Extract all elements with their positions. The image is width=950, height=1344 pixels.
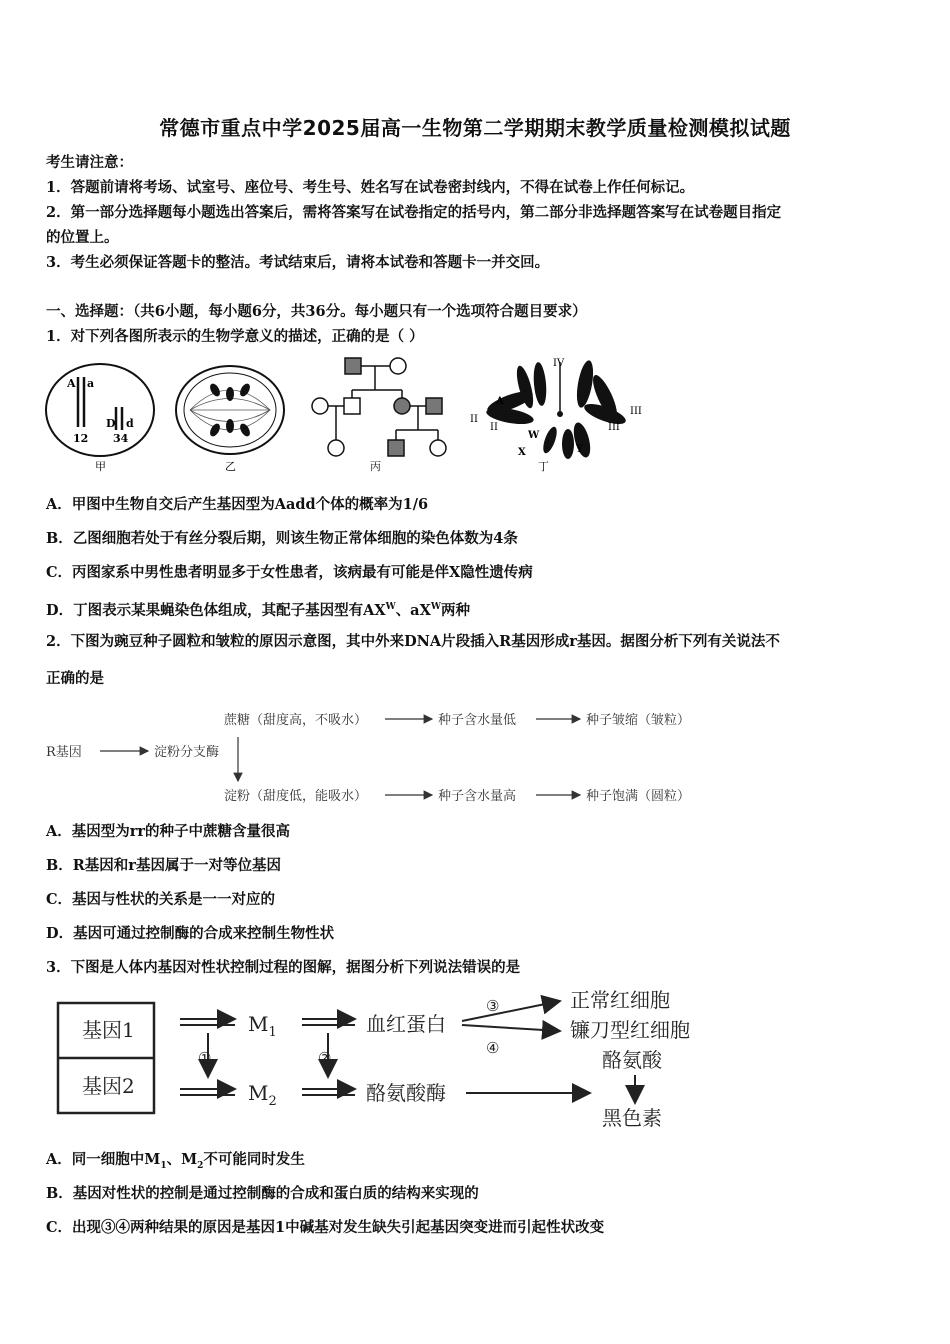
q1-option-d [46, 597, 906, 621]
fig-label-jia: 甲 [95, 460, 106, 473]
q2-option-c: C．基因与性状的关系是一一对应的 [46, 891, 276, 908]
q3-hemoglobin: 血红蛋白 [366, 1012, 446, 1036]
q2-diagram [40, 705, 720, 810]
ding-label-IV: IV [553, 358, 565, 369]
q3-sickle-rbc: 镰刀型红细胞 [570, 1018, 690, 1042]
jia-label-12: 12 [73, 432, 89, 445]
notice-heading: 考生请注意： [46, 154, 133, 171]
fig-label-bing: 丙 [370, 460, 381, 473]
jia-label-A: A [67, 377, 76, 390]
notice-item-1: 1．答题前请将考场、试室号、座位号、考生号、姓名写在试卷密封线内，不得在试卷上作任何标记。 [46, 179, 695, 196]
ding-label-a: a [533, 409, 539, 419]
ding-label-II-2: II [490, 422, 498, 433]
ding-label-III-1: III [630, 406, 642, 417]
fig-bing [312, 358, 446, 473]
q3-option-b: B．基因对性状的控制是通过控制酶的合成和蛋白质的结构来实现的 [46, 1185, 479, 1202]
q2-sucrose: 蔗糖（甜度高，不吸水） [224, 713, 368, 728]
q1-option-c: C．丙图家系中男性患者明显多于女性患者，该病最有可能是伴X隐性遗传病 [46, 564, 533, 581]
q3-tyrosine: 酪氨酸 [602, 1048, 662, 1072]
fig-label-ding: 丁 [538, 460, 549, 473]
q3-diagram [50, 985, 720, 1135]
q2-option-b: B．R基因和r基因属于一对等位基因 [46, 857, 281, 874]
q3-tyrosinase: 酪氨酸酶 [366, 1081, 446, 1105]
q1-stem: 1．对下列各图所表示的生物学意义的描述，正确的是（ ） [46, 328, 424, 345]
q1-option-d-sup1: W [385, 602, 396, 612]
q2-round: 种子饱满（圆粒） [586, 789, 691, 804]
notice-item-2: 2．第一部分选择题每小题选出答案后，需将答案写在试卷指定的括号内，第二部分非选择题答案写在试卷题目指定 [46, 204, 782, 221]
q1-option-b: B．乙图细胞若处于有丝分裂后期，则该生物正常体细胞的染色体数为4条 [46, 530, 518, 547]
q3-option-a-sub1: 1 [160, 1160, 167, 1171]
q3-m2-sub: 2 [268, 1094, 277, 1109]
q1-option-d-prefix: D．丁图表示某果蝇染色体组成，其配子基因型有AX [46, 601, 386, 619]
q3-circle3: ③ [486, 997, 500, 1015]
q3-m1-sub: 1 [268, 1025, 277, 1040]
ding-label-X: X [518, 447, 526, 458]
ding-label-Y: Y [576, 444, 584, 455]
fig-jia [46, 364, 154, 473]
fig-yi [176, 366, 284, 473]
notice-item-3: 3．考生必须保证答题卡的整洁。考试结束后，请将本试卷和答题卡一并交回。 [46, 254, 550, 271]
q2-enzyme: 淀粉分支酶 [154, 745, 220, 760]
q2-option-a: A．基因型为rr的种子中蔗糖含量很高 [46, 823, 291, 840]
q3-gene2: 基因2 [82, 1074, 135, 1098]
q1-figures [40, 352, 660, 477]
q3-option-a [46, 1150, 906, 1176]
q3-circle1: ① [198, 1049, 212, 1067]
jia-label-34: 34 [113, 432, 129, 445]
q3-melanin: 黑色素 [602, 1106, 662, 1130]
q3-option-a-mid: 、M [166, 1151, 198, 1168]
q3-m1 [248, 1012, 277, 1040]
q2-high-water: 种子含水量高 [438, 789, 517, 804]
notice-item-2-cont: 的位置上。 [46, 229, 119, 246]
q3-m2-letter: M [248, 1081, 269, 1105]
jia-label-a: a [87, 377, 95, 390]
ding-label-III-2: III [608, 422, 620, 433]
q3-circle4: ④ [486, 1039, 500, 1057]
q1-option-a: A．甲图中生物自交后产生基因型为Aadd个体的概率为1/6 [46, 496, 429, 513]
page-title: 常德市重点中学2025届高一生物第二学期期末教学质量检测模拟试题 [159, 116, 791, 140]
q1-option-d-mid: 、aX [395, 601, 431, 619]
ding-label-A: A [496, 396, 504, 407]
q3-option-a-suffix: 不可能同时发生 [203, 1151, 305, 1168]
q3-m1-letter: M [248, 1012, 269, 1036]
q3-circle2: ② [318, 1049, 332, 1067]
q3-option-a-sub2: 2 [197, 1160, 204, 1171]
section-heading: 一、选择题：（共6小题，每小题6分，共36分。每小题只有一个选项符合题目要求） [46, 303, 587, 320]
fig-ding [470, 358, 642, 473]
fig-label-yi: 乙 [225, 460, 236, 473]
q3-option-a-prefix: A．同一细胞中M [46, 1151, 161, 1168]
q3-m2 [248, 1081, 277, 1109]
q2-wrinkled: 种子皱缩（皱粒） [586, 713, 691, 728]
q1-option-d-suffix: 两种 [440, 601, 470, 619]
q3-option-c: C．出现③④两种结果的原因是基因1中碱基对发生缺失引起基因突变进而引起性状改变 [46, 1219, 605, 1236]
jia-label-D: D [106, 417, 116, 430]
q2-stem-line1: 2．下图为豌豆种子圆粒和皱粒的原因示意图，其中外来DNA片段插入R基因形成r基因。据图分析下列有关说法不 [46, 633, 780, 650]
q2-low-water: 种子含水量低 [438, 713, 517, 728]
jia-label-d: d [126, 417, 134, 430]
q2-stem-line2: 正确的是 [46, 670, 104, 687]
q1-option-d-sup2: W [430, 602, 441, 612]
ding-label-W: W [528, 430, 540, 441]
q2-option-d: D．基因可通过控制酶的合成来控制生物性状 [46, 925, 335, 942]
ding-label-II-1: II [470, 414, 478, 425]
q2-starch: 淀粉（甜度低，能吸水） [224, 789, 368, 804]
q3-gene1: 基因1 [82, 1018, 135, 1042]
q3-stem: 3．下图是人体内基因对性状控制过程的图解，据图分析下列说法错误的是 [46, 959, 521, 976]
q2-r-gene: R基因 [46, 745, 82, 760]
q3-normal-rbc: 正常红细胞 [570, 988, 670, 1012]
